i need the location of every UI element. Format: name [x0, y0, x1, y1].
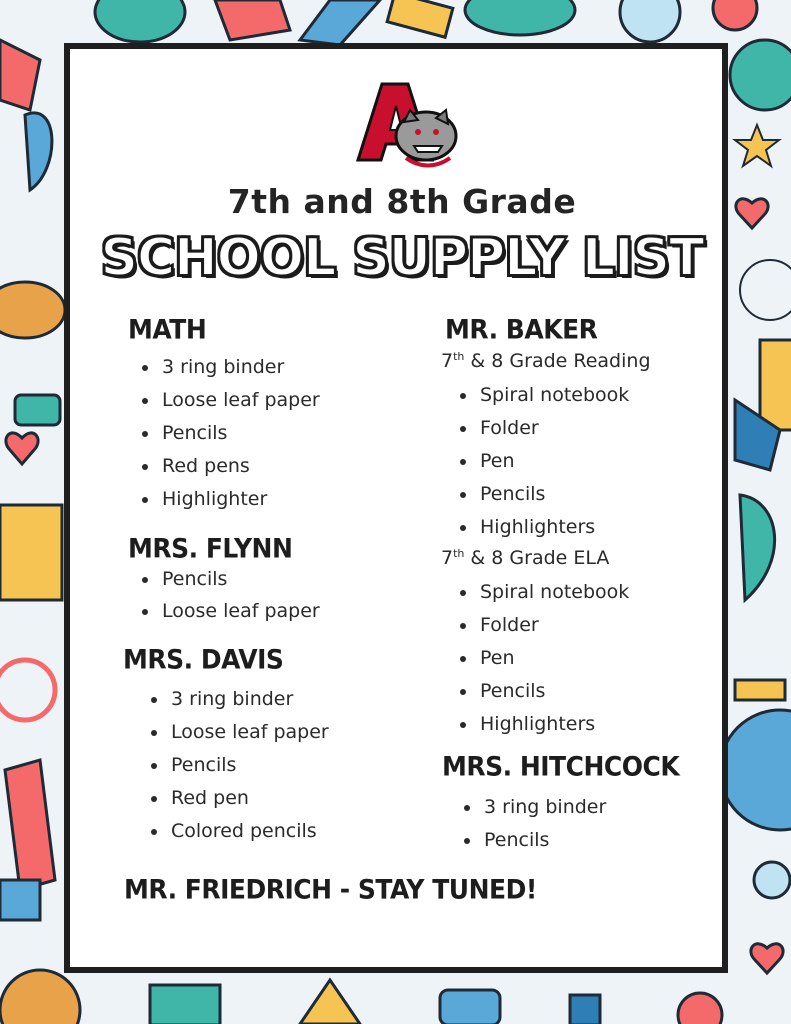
list-item: Folder [454, 412, 629, 445]
list-item: Pencils [145, 749, 329, 782]
list-item: Pen [454, 642, 629, 675]
hitchcock-list [458, 791, 606, 857]
page-title: SCHOOL SUPPLY LIST [100, 228, 704, 288]
list-item: Colored pencils [145, 815, 329, 848]
ela-subheading [441, 547, 609, 569]
flynn-heading: MRS. FLYNN [128, 533, 293, 564]
list-item: 3 ring binder [145, 683, 329, 716]
ordinal-suffix: th [453, 547, 465, 560]
list-item: 3 ring binder [136, 351, 320, 384]
davis-list [145, 683, 329, 848]
list-item: Highlighter [136, 483, 320, 516]
math-list [136, 351, 320, 516]
list-item: Spiral notebook [454, 379, 629, 412]
reading-list [454, 379, 629, 544]
reading-subheading [441, 350, 651, 372]
list-item: Highlighters [454, 708, 629, 741]
grade-title: 7th and 8th Grade [227, 182, 577, 221]
list-item: Spiral notebook [454, 576, 629, 609]
list-item: Red pen [145, 782, 329, 815]
list-item: Folder [454, 609, 629, 642]
list-item: Pencils [454, 478, 629, 511]
list-item: 3 ring binder [458, 791, 606, 824]
flynn-list [136, 563, 320, 627]
list-item: Pencils [136, 563, 320, 595]
list-item: Loose leaf paper [145, 716, 329, 749]
bulldog-a-logo [350, 78, 460, 178]
davis-heading: MRS. DAVIS [123, 644, 284, 675]
ordinal-suffix: th [453, 350, 465, 363]
list-item: Pencils [136, 417, 320, 450]
list-item: Pen [454, 445, 629, 478]
subheading-text: & 8 Grade Reading [464, 350, 651, 372]
subheading-text: & 8 Grade ELA [464, 547, 610, 569]
grade-number: 7 [441, 547, 454, 569]
list-item: Loose leaf paper [136, 595, 320, 627]
friedrich-heading: MR. FRIEDRICH - STAY TUNED! [124, 874, 537, 905]
baker-heading: MR. BAKER [445, 314, 598, 345]
list-item: Highlighters [454, 511, 629, 544]
list-item: Pencils [458, 824, 606, 857]
ela-list [454, 576, 629, 741]
math-heading: MATH [128, 314, 207, 345]
list-item: Pencils [454, 675, 629, 708]
list-item: Loose leaf paper [136, 384, 320, 417]
hitchcock-heading: MRS. HITCHCOCK [442, 751, 680, 782]
grade-number: 7 [441, 350, 454, 372]
list-item: Red pens [136, 450, 320, 483]
